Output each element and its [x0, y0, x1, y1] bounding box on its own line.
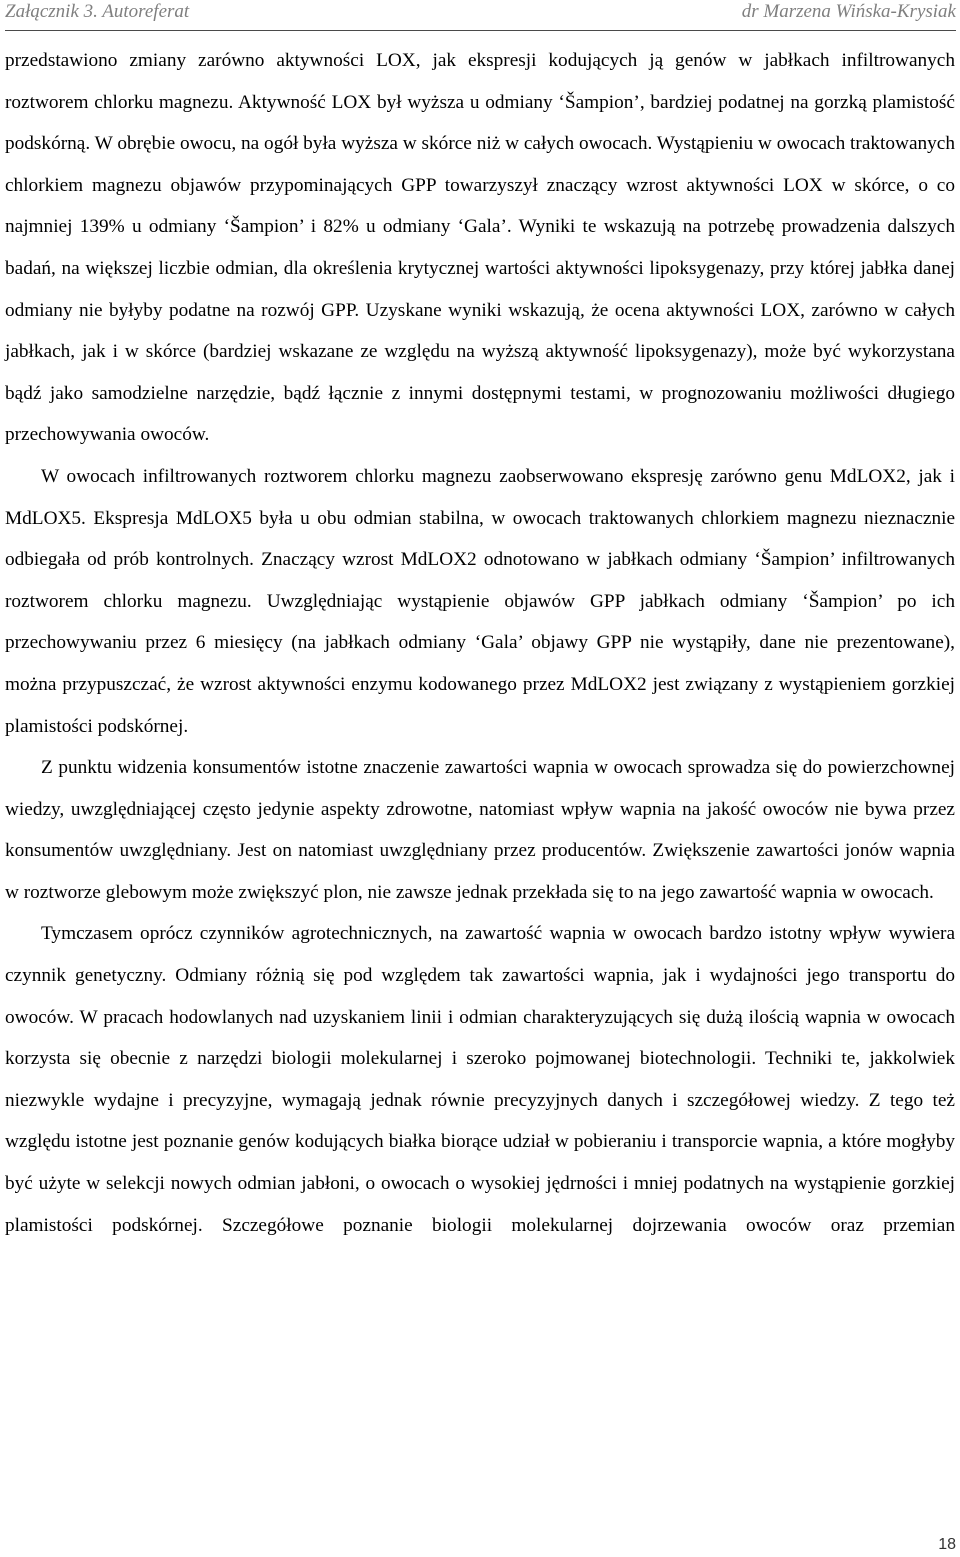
body-text	[5, 40, 955, 1246]
paragraph-2: W owocach infiltrowanych roztworem chlorku magnezu zaobserwowano ekspresję zarówno genu MdLOX2, jak i MdLOX5. Ekspresja MdLOX5 była u obu odmian stabilna, w owocach traktowanych chlorkiem magnezu nieznacznie odbiegała od prób kontrolnych. Znaczący wzrost MdLOX2 odnotowano w jabłkach odmiany ‘Šampion’ infiltrowanych roztworem chlorku magnezu. Uwzględniając wystąpienie objawów GPP jabłkach odmiany ‘Šampion’ po ich przechowywaniu przez 6 miesięcy (na jabłkach odmiany ‘Gala’ objawy GPP nie wystąpiły, dane nie prezentowane), można przypuszczać, że wzrost aktywności enzymu kodowanego przez MdLOX2 jest związany z wystąpieniem gorzkiej plamistości podskórnej.	[5, 465, 955, 737]
page-header	[5, 0, 956, 31]
paragraph-4: Tymczasem oprócz czynników agrotechnicznych, na zawartość wapnia w owocach bardzo istotny wpływ wywiera czynnik genetyczny. Odmiany różnią się pod względem tak zawartości wapnia, jak i wydajności jego transportu do owoców. W pracach hodowlanych nad uzyskaniem linii i odmian charakteryzujących się dużą ilością wapnia w owocach korzysta się obecnie z narzędzi biologii molekularnej i szeroko pojmowanej biotechnologii. Techniki te, jakkolwiek niezwykle wydajne i precyzyjne, wymagają jednak równie precyzyjnych danych i szczegółowej wiedzy. Z tego też względu istotne jest poznanie genów kodujących białka biorące udział w pobieraniu i transporcie wapnia, a które mogłyby być użyte w selekcji nowych odmian jabłoni, o owocach o wysokiej jędrności i mniej podatnych na wystąpienie gorzkiej plamistości podskórnej. Szczegółowe poznanie biologii molekularnej dojrzewania owoców oraz przemian	[5, 923, 955, 1236]
paragraph-3: Z punktu widzenia konsumentów istotne znaczenie zawartości wapnia w owocach sprowadza się do powierzchownej wiedzy, uwzględniającej często jedynie aspekty zdrowotne, natomiast wpływ wapnia na jakość owoców nie bywa przez konsumentów uwzględniany. Jest on natomiast uwzględniany przez producentów. Zwiększenie zawartości jonów wapnia w roztworze glebowym może zwiększyć plon, nie zawsze jednak przekłada się to na jego zawartość wapnia w owocach.	[5, 757, 955, 903]
header-left-title: Załącznik 3. Autoreferat	[5, 1, 190, 22]
header-author: dr Marzena Wińska-Krysiak	[741, 1, 956, 22]
page-number: 18	[938, 1536, 956, 1553]
paragraph-1: przedstawiono zmiany zarówno aktywności LOX, jak ekspresji kodujących ją genów w jabłkach infiltrowanych roztworem chlorku magnezu. Aktywność LOX był wyższa u odmiany ‘Šampion’, bardziej podatnej na gorzką plamistość podskórną. W obrębie owocu, na ogół była wyższa w skórce niż w całych owocach. Wystąpieniu w owocach traktowanych chlorkiem magnezu objawów przypominających GPP towarzyszył znaczący wzrost aktywności LOX w skórce, o co najmniej 139% u odmiany ‘Šampion’ i 82% u odmiany ‘Gala’. Wyniki te wskazują na potrzebę prowadzenia dalszych badań, na większej liczbie odmian, dla określenia krytycznej wartości aktywności lipoksygenazy, przy której jabłka danej odmiany nie byłyby podatne na rozwój GPP. Uzyskane wyniki wskazują, że ocena aktywności LOX, zarówno w całych jabłkach, jak i w skórce (bardziej wskazane ze względu na wyższą aktywność lipoksygenazy), może być wykorzystana bądź jako samodzielne narzędzie, bądź łącznie z innymi dostępnymi testami, w prognozowaniu możliwości długiego przechowywania owoców.	[5, 50, 955, 446]
